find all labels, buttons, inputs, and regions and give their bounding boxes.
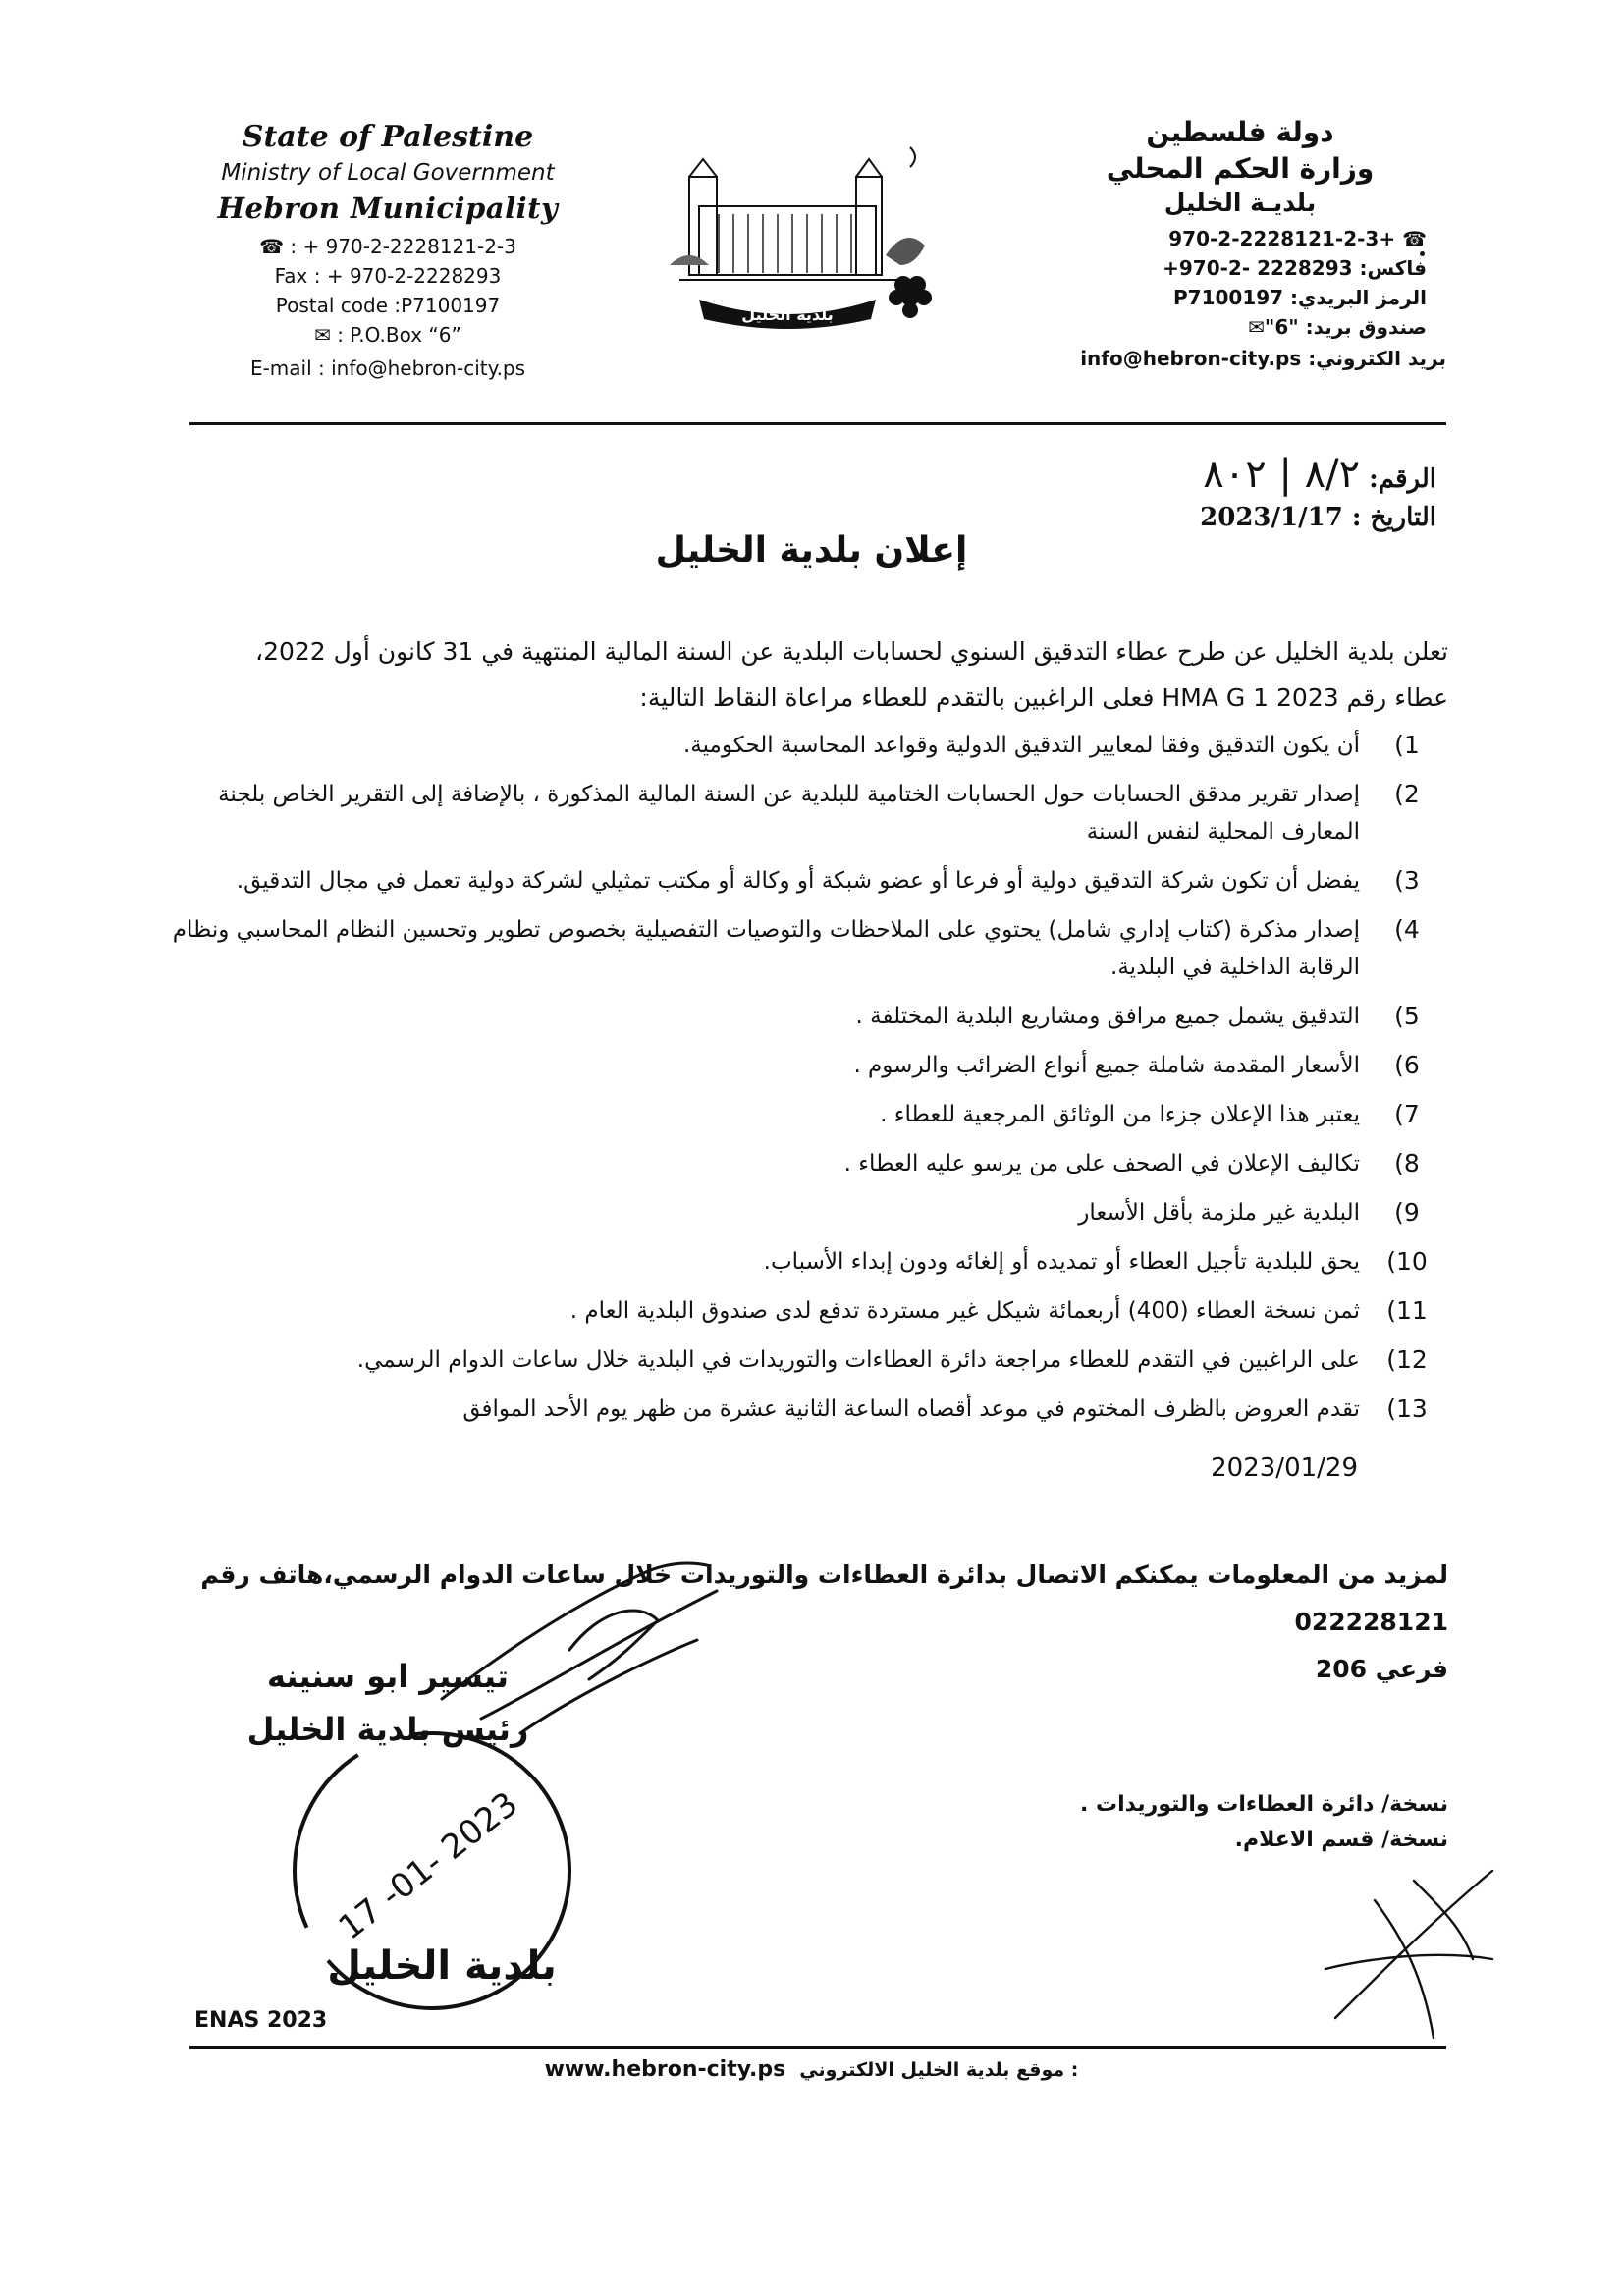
reference-date-value: 2023/1/17 — [1200, 503, 1343, 532]
item-number: 6) — [1394, 1051, 1420, 1079]
email-en: E-mail : info@hebron-city.ps — [249, 356, 526, 380]
item-text: الأسعار المقدمة شاملة جميع أنواع الضرائب والرسوم . — [853, 1053, 1360, 1078]
pobox-en: ✉ : P.O.Box “6” — [314, 323, 461, 347]
item-number: 8) — [1394, 1149, 1420, 1177]
item-text: تقدم العروض بالظرف المختوم في موعد أقصاه الساعة الثانية عشرة من ظهر يوم الأحد الموافق — [462, 1396, 1360, 1422]
list-item — [170, 998, 1436, 1035]
item-text: البلدية غير ملزمة بأقل الأسعار — [1078, 1200, 1360, 1226]
contact-line-1: لمزيد من المعلومات يمكنكم الاتصال بدائرة العطاءات والتوريدات خلال ساعات الدوام الرسمي،هاتف رقم 022228121 — [200, 1560, 1448, 1636]
header-arabic — [1034, 116, 1446, 370]
item-text: على الراغبين في التقدم للعطاء مراجعة دائرة العطاءات والتوريدات في البلدية خلال ساعات الدوام الرسمي. — [356, 1347, 1360, 1373]
list-item — [170, 1145, 1436, 1182]
municipality-name-ar: بلديـة الخليل — [1163, 189, 1317, 217]
signatory-role: رئيس بلدية الخليل — [246, 1711, 529, 1748]
list-item — [170, 1292, 1436, 1330]
header-english — [177, 120, 599, 380]
list-item — [170, 911, 1436, 986]
item-number: 9) — [1394, 1198, 1420, 1227]
stamp-date: 17 -01- 2023 — [331, 1784, 525, 1948]
copies-block — [1080, 1787, 1448, 1858]
item-number: 10) — [1386, 1247, 1428, 1276]
reference-date-label: التاريخ : — [1351, 503, 1436, 532]
logo-banner-text: بلدية الخليل — [741, 305, 834, 324]
list-item — [170, 776, 1436, 850]
header-divider — [189, 422, 1446, 425]
postal-ar: الرمز البريدي: P7100197 — [1173, 286, 1427, 309]
submission-date: 2023/01/29 — [1211, 1453, 1358, 1483]
item-text: إصدار مذكرة (كتاب إداري شامل) يحتوي على الملاحظات والتوصيات التفصيلية بخصوص تطوير وتحسين النظام المحاسبي ونظام الرقابة الداخلية في البلدية. — [172, 917, 1360, 980]
copy-line-1: نسخة/ دائرة العطاءات والتوريدات . — [1080, 1792, 1448, 1817]
item-text: يحق للبلدية تأجيل العطاء أو تمديده أو إلغائه ودون إبداء الأسباب. — [763, 1249, 1360, 1275]
list-item — [170, 862, 1436, 900]
item-number: 2) — [1394, 780, 1420, 808]
item-text: أن يكون التدقيق وفقا لمعايير التدقيق الدولية وقواعد المحاسبة الحكومية. — [682, 733, 1360, 758]
intro-line-1: تعلن بلدية الخليل عن طرح عطاء التدقيق السنوي لحسابات البلدية عن السنة المالية المنتهية في 31 كانون أول 2022، — [254, 637, 1448, 666]
typist-code: ENAS 2023 — [194, 2008, 328, 2033]
email-ar: بريد الكتروني: info@hebron-city.ps — [1080, 347, 1446, 370]
list-item — [170, 1194, 1436, 1231]
signatory-name: تيسير ابو سنينه — [267, 1658, 509, 1695]
item-text: إصدار تقرير مدقق الحسابات حول الحسابات الختامية للبلدية عن السنة المالية المذكورة ، بالإضافة إلى التقرير الخاص بلجنة المعارف المحلية لنفس السنة — [218, 782, 1360, 845]
item-number: 11) — [1386, 1296, 1428, 1325]
item-text: التدقيق يشمل جميع مرافق ومشاريع البلدية المختلفة . — [855, 1004, 1360, 1029]
contact-line-2: فرعي 206 — [1315, 1655, 1448, 1683]
list-item — [170, 1391, 1436, 1428]
item-number: 13) — [1386, 1394, 1428, 1423]
intro-line-2: عطاء رقم HMA G 1 2023 فعلى الراغبين بالتقدم للعطاء مراعاة النقاط التالية: — [639, 683, 1448, 712]
reference-number-row — [1200, 452, 1436, 497]
footer-website-label: موقع بلدية الخليل الالكتروني : — [799, 2059, 1079, 2081]
fax-en: Fax : + 970-2-2228293 — [274, 264, 502, 288]
item-number: 7) — [1394, 1100, 1420, 1128]
item-number: 1) — [1394, 731, 1420, 759]
item-number: 4) — [1394, 915, 1420, 944]
list-item — [170, 727, 1436, 764]
item-text: ثمن نسخة العطاء (400) أربعمائة شيكل غير مستردة تدفع لدى صندوق البلدية العام . — [569, 1298, 1360, 1324]
list-item — [170, 1243, 1436, 1281]
initials-mark-icon — [1316, 1861, 1502, 2048]
phone-ar: ☎ +970-2-2228121-2-3 — [1168, 227, 1427, 250]
list-item — [170, 1096, 1436, 1133]
item-number: 5) — [1394, 1002, 1420, 1030]
list-item — [170, 1341, 1436, 1379]
copy-line-2: نسخة/ قسم الاعلام. — [1234, 1828, 1448, 1852]
official-stamp-icon — [275, 1714, 589, 2028]
list-item — [170, 1047, 1436, 1084]
item-text: يعتبر هذا الإعلان جزءا من الوثائق المرجعية للعطاء . — [880, 1102, 1360, 1127]
state-name-en: State of Palestine — [242, 120, 534, 154]
reference-date-row — [1200, 503, 1436, 532]
footer-divider — [189, 2046, 1446, 2049]
municipality-name-en: Hebron Municipality — [217, 191, 559, 225]
ministry-name-en: Ministry of Local Government — [221, 160, 555, 186]
pobox-ar: صندوق بريد: "6"✉ — [1248, 315, 1427, 339]
reference-number-label: الرقم: — [1369, 465, 1436, 494]
reference-number-value: ٨/٢ | ٨٠٢ — [1203, 452, 1361, 497]
stamp-org: بلدية الخليل — [327, 1943, 557, 1989]
conditions-list — [170, 727, 1436, 1440]
municipality-logo-icon — [660, 137, 945, 334]
ministry-name-ar: وزارة الحكم المحلي — [1106, 152, 1375, 185]
footer-website-url[interactable]: www.hebron-city.ps — [544, 2057, 786, 2082]
reference-block — [1200, 452, 1436, 538]
item-number: 12) — [1386, 1345, 1428, 1374]
item-text: تكاليف الإعلان في الصحف على من يرسو عليه العطاء . — [843, 1151, 1360, 1176]
intro-paragraph — [172, 629, 1448, 721]
phone-en: ☎ : + 970-2-2228121-2-3 — [259, 235, 516, 258]
stray-dot — [1420, 251, 1425, 256]
item-number: 3) — [1394, 866, 1420, 895]
state-name-ar: دولة فلسطين — [1146, 116, 1334, 148]
fax-ar: فاكس: 2228293 -2-970+ — [1163, 256, 1427, 280]
postal-en: Postal code :P7100197 — [275, 294, 501, 317]
footer — [0, 2057, 1623, 2082]
document-title: إعلان بلدية الخليل — [655, 530, 968, 571]
item-text: يفضل أن تكون شركة التدقيق دولية أو فرعا أو عضو شبكة أو وكالة أو مكتب تمثيلي لشركة دولية تعمل في مجال التدقيق. — [236, 868, 1360, 894]
